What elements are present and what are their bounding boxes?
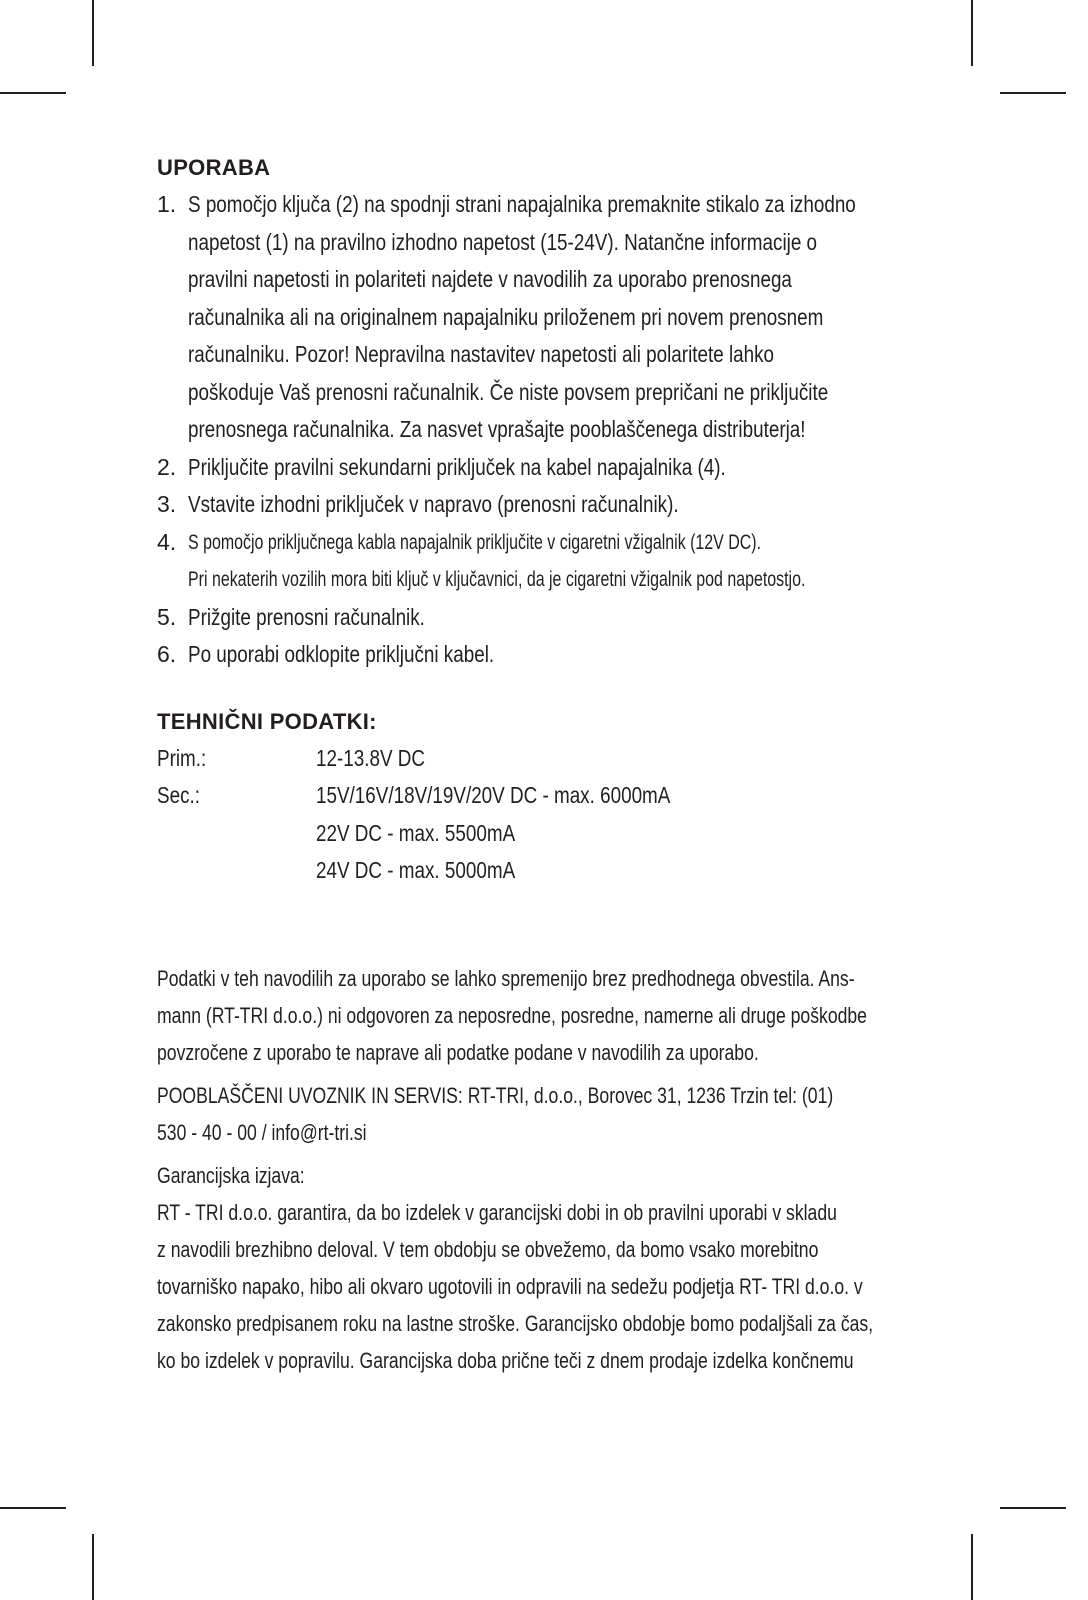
- guarantee-label: Garancijska izjava:: [157, 1162, 305, 1188]
- step-line: računalnika ali na originalnem napajalniku priloženem pri novem prenosnem: [188, 303, 824, 330]
- spec-primary-value: 12-13.8V DC: [316, 744, 426, 771]
- step-line: računalniku. Pozor! Nepravilna nastavitev napetosti ali polaritete lahko: [188, 341, 775, 367]
- step-line: Vstavite izhodni priključek v napravo (prenosni računalnik).: [188, 491, 679, 517]
- crop-mark-top-left-horizontal: [0, 92, 66, 94]
- technical-heading: TEHNIČNI PODATKI:: [157, 708, 377, 734]
- spec-primary-label: Prim.:: [157, 744, 207, 771]
- step-number: 6.: [157, 641, 177, 667]
- crop-mark-top-right-vertical: [971, 0, 973, 66]
- step-line: pravilni napetosti in polariteti najdete v navodilih za uporabo prenosnega: [188, 266, 792, 292]
- manual-page: [157, 150, 917, 1379]
- disclaimer-line: Podatki v teh navodilih za uporabo se lahko spremenijo brez predhodnega obvestila. Ans-: [157, 965, 855, 991]
- usage-heading: UPORABA: [157, 155, 271, 180]
- disclaimer-line: mann (RT-TRI d.o.o.) ni odgovoren za neposredne, posredne, namerne ali druge poškodbe: [157, 1002, 867, 1028]
- guarantee-line: tovarniško napako, hibo ali okvaro ugotovili in odpravili na sedežu podjetja RT- TRI d.o.o. v: [157, 1273, 863, 1299]
- usage-step-2: [157, 449, 917, 487]
- guarantee-line: zakonsko predpisanem roku na lastne stroške. Garancijsko obdobje bomo podaljšali za čas,: [157, 1310, 874, 1336]
- usage-step-1: [157, 186, 917, 449]
- usage-step-5: [157, 599, 917, 637]
- crop-mark-top-right-horizontal: [1000, 92, 1066, 94]
- step-number: 3.: [157, 491, 177, 517]
- importer-line: POOBLAŠČENI UVOZNIK IN SERVIS: RT-TRI, d.o.o., Borovec 31, 1236 Trzin tel: (01): [157, 1082, 834, 1108]
- step-line: S pomočjo ključa (2) na spodnji strani napajalnika premaknite stikalo za izhodno: [188, 191, 856, 217]
- step-line: Prižgite prenosni računalnik.: [188, 603, 425, 630]
- step-text: [188, 636, 914, 674]
- usage-step-6: [157, 636, 917, 674]
- crop-mark-bottom-right-vertical: [971, 1534, 973, 1600]
- crop-mark-bottom-right-horizontal: [1000, 1507, 1066, 1509]
- step-line: poškoduje Vaš prenosni računalnik. Če niste povsem prepričani ne priključite: [188, 378, 829, 405]
- step-line: Priključite pravilni sekundarni priključek na kabel napajalnika (4).: [188, 453, 726, 480]
- importer-line: 530 - 40 - 00 / info@rt-tri.si: [157, 1119, 367, 1145]
- usage-steps: [157, 186, 917, 674]
- disclaimer-line: povzročene z uporabo te naprave ali podatke podane v navodilih za uporabo.: [157, 1039, 759, 1065]
- guarantee-line: RT - TRI d.o.o. garantira, da bo izdelek v garancijski dobi in ob pravilni uporabi v skladu: [157, 1199, 837, 1225]
- step-line: S pomočjo priključnega kabla napajalnik priključite v cigaretni vžigalnik (12V DC).: [188, 530, 762, 554]
- step-line: Pri nekaterih vozilih mora biti ključ v ključavnici, da je cigaretni vžigalnik pod napetostjo.: [188, 568, 806, 591]
- step-line: prenosnega računalnika. Za nasvet vprašajte pooblaščenega distributerja!: [188, 416, 806, 442]
- crop-mark-bottom-left-vertical: [92, 1534, 94, 1600]
- spec-secondary-values: [316, 777, 670, 890]
- step-text: [188, 186, 914, 449]
- step-text: [188, 599, 914, 637]
- step-number: 1.: [157, 191, 177, 217]
- spec-secondary-value: 15V/16V/18V/19V/20V DC - max. 6000mA: [316, 782, 671, 808]
- guarantee-paragraph: [157, 1194, 877, 1379]
- usage-step-4: [157, 524, 917, 599]
- disclaimer-paragraph: [157, 960, 877, 1071]
- importer-paragraph: [157, 1077, 877, 1151]
- step-line: Po uporabi odklopite priključni kabel.: [188, 641, 495, 667]
- usage-step-3: [157, 486, 917, 524]
- spec-secondary-value: 24V DC - max. 5000mA: [316, 857, 516, 883]
- spec-secondary-value: 22V DC - max. 5500mA: [316, 819, 516, 846]
- step-number: 4.: [157, 528, 177, 555]
- step-text: [188, 524, 902, 599]
- step-number: 2.: [157, 453, 177, 480]
- crop-mark-top-left-vertical: [92, 0, 94, 66]
- step-number: 5.: [157, 603, 177, 630]
- crop-mark-bottom-left-horizontal: [0, 1507, 66, 1509]
- spec-primary: [157, 740, 917, 778]
- step-text: [188, 486, 914, 524]
- spec-secondary-label: Sec.:: [157, 782, 200, 808]
- guarantee-line: ko bo izdelek v popravilu. Garancijska doba prične teči z dnem prodaje izdelka končnemu: [157, 1347, 854, 1373]
- step-text: [188, 449, 914, 487]
- guarantee-line: z navodili brezhibno deloval. V tem obdobju se obvežemo, da bomo vsako morebitno: [157, 1236, 819, 1262]
- step-line: napetost (1) na pravilno izhodno napetost (15-24V). Natančne informacije o: [188, 228, 818, 255]
- spec-secondary: [157, 777, 917, 890]
